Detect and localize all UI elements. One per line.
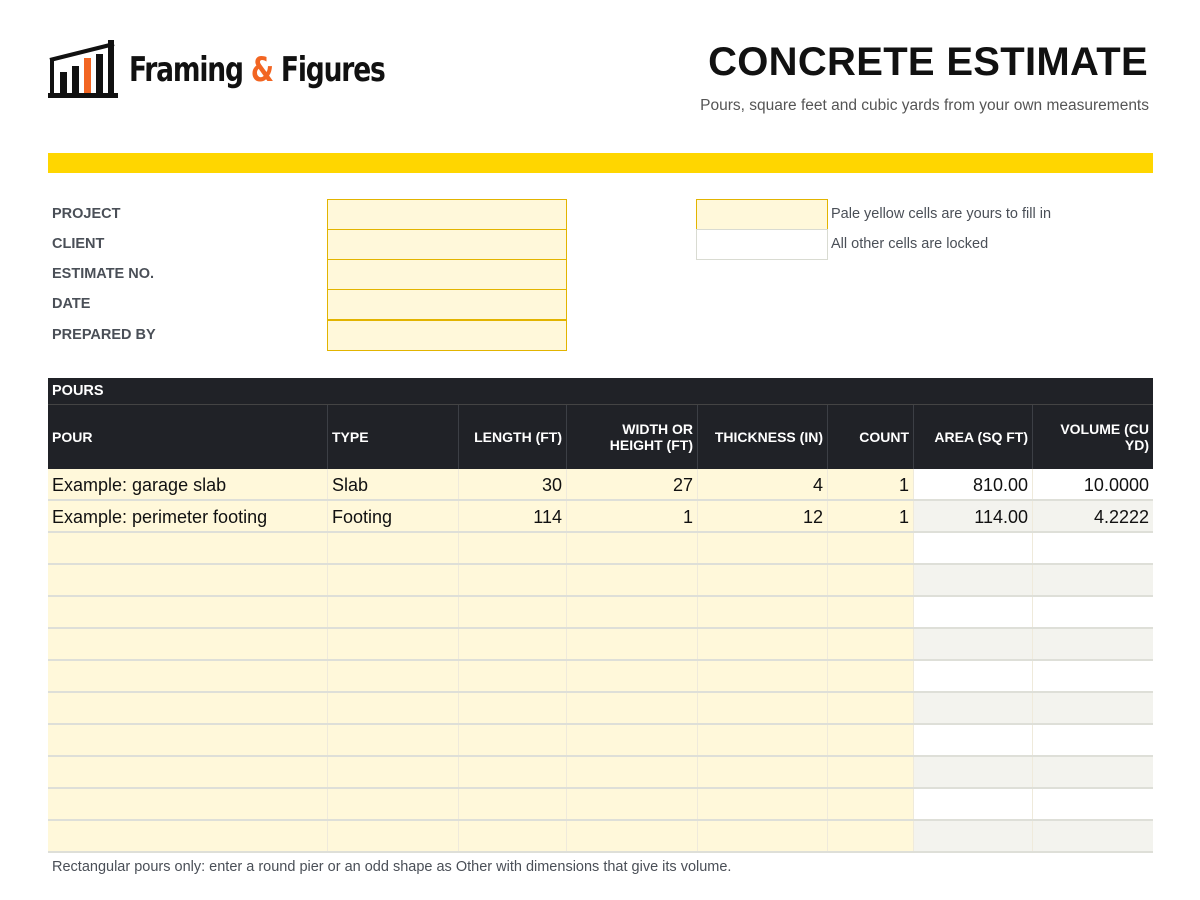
cell-volume bbox=[1033, 693, 1153, 723]
cell-volume bbox=[1033, 597, 1153, 627]
cell-thickness[interactable] bbox=[698, 661, 828, 691]
cell-length[interactable] bbox=[459, 533, 567, 563]
cell-volume bbox=[1033, 533, 1153, 563]
cell-type[interactable] bbox=[328, 597, 459, 627]
cell-area bbox=[914, 757, 1033, 787]
cell-thickness[interactable] bbox=[698, 725, 828, 755]
cell-thickness[interactable] bbox=[698, 533, 828, 563]
cell-area bbox=[914, 597, 1033, 627]
cell-area bbox=[914, 789, 1033, 819]
cell-thickness[interactable] bbox=[698, 565, 828, 595]
prepared-by-field[interactable] bbox=[327, 320, 567, 351]
cell-thickness[interactable] bbox=[698, 693, 828, 723]
project-field[interactable] bbox=[327, 199, 567, 230]
cell-type[interactable] bbox=[328, 661, 459, 691]
page-title: CONCRETE ESTIMATE bbox=[708, 40, 1148, 84]
estimate-no-field[interactable] bbox=[327, 259, 567, 290]
cell-length[interactable]: 114 bbox=[459, 501, 567, 531]
footnote: Rectangular pours only: enter a round pier or an odd shape as Other with dimensions that give its volume. bbox=[52, 859, 732, 875]
cell-width[interactable] bbox=[567, 629, 698, 659]
cell-pour[interactable]: Example: garage slab bbox=[48, 469, 328, 499]
cell-pour[interactable] bbox=[48, 661, 328, 691]
table-row bbox=[48, 629, 1153, 661]
cell-pour[interactable] bbox=[48, 821, 328, 851]
cell-pour[interactable]: Example: perimeter footing bbox=[48, 501, 328, 531]
cell-pour[interactable] bbox=[48, 629, 328, 659]
brand-name-part1: Framing bbox=[129, 50, 243, 90]
table-row bbox=[48, 757, 1153, 789]
cell-count[interactable] bbox=[828, 725, 914, 755]
cell-volume bbox=[1033, 565, 1153, 595]
date-label: DATE bbox=[52, 296, 91, 312]
cell-volume: 4.2222 bbox=[1033, 501, 1153, 531]
cell-width[interactable] bbox=[567, 725, 698, 755]
cell-type[interactable] bbox=[328, 533, 459, 563]
cell-count[interactable] bbox=[828, 693, 914, 723]
legend-locked-swatch bbox=[696, 229, 828, 260]
table-row bbox=[48, 821, 1153, 853]
table-row bbox=[48, 725, 1153, 757]
table-row bbox=[48, 469, 1153, 501]
cell-thickness[interactable]: 12 bbox=[698, 501, 828, 531]
cell-pour[interactable] bbox=[48, 693, 328, 723]
cell-area bbox=[914, 565, 1033, 595]
cell-length[interactable] bbox=[459, 693, 567, 723]
cell-length[interactable] bbox=[459, 597, 567, 627]
cell-area: 114.00 bbox=[914, 501, 1033, 531]
cell-thickness[interactable]: 4 bbox=[698, 469, 828, 499]
brand-ampersand: & bbox=[250, 50, 273, 90]
cell-type[interactable] bbox=[328, 565, 459, 595]
legend-locked-text: All other cells are locked bbox=[831, 236, 989, 252]
cell-length[interactable]: 30 bbox=[459, 469, 567, 499]
cell-volume bbox=[1033, 821, 1153, 851]
cell-width[interactable] bbox=[567, 757, 698, 787]
column-header-volume: VOLUME (CU YD) bbox=[1060, 421, 1149, 453]
client-field[interactable] bbox=[327, 229, 567, 260]
pours-rows bbox=[48, 469, 1153, 853]
column-header-pour: POUR bbox=[48, 405, 328, 469]
cell-width[interactable] bbox=[567, 821, 698, 851]
cell-area bbox=[914, 725, 1033, 755]
cell-pour[interactable] bbox=[48, 725, 328, 755]
cell-thickness[interactable] bbox=[698, 789, 828, 819]
project-label: PROJECT bbox=[52, 206, 121, 222]
cell-area bbox=[914, 821, 1033, 851]
estimate-no-label: ESTIMATE NO. bbox=[52, 266, 155, 282]
column-header-type: TYPE bbox=[328, 405, 459, 469]
cell-count[interactable] bbox=[828, 533, 914, 563]
cell-area bbox=[914, 629, 1033, 659]
cell-width[interactable] bbox=[567, 597, 698, 627]
table-row bbox=[48, 501, 1153, 533]
cell-area bbox=[914, 533, 1033, 563]
table-row bbox=[48, 597, 1153, 629]
table-row bbox=[48, 661, 1153, 693]
cell-width[interactable] bbox=[567, 533, 698, 563]
table-row bbox=[48, 693, 1153, 725]
cell-pour[interactable] bbox=[48, 565, 328, 595]
cell-width[interactable] bbox=[567, 789, 698, 819]
brand-name-part2: Figures bbox=[280, 50, 385, 90]
cell-pour[interactable] bbox=[48, 597, 328, 627]
pours-section-title: POURS bbox=[48, 378, 1153, 404]
cell-thickness[interactable] bbox=[698, 597, 828, 627]
cell-count[interactable] bbox=[828, 565, 914, 595]
pours-header-row bbox=[48, 404, 1153, 469]
cell-length[interactable] bbox=[459, 725, 567, 755]
bar-chart-logo-icon bbox=[48, 40, 118, 98]
cell-volume: 10.0000 bbox=[1033, 469, 1153, 499]
cell-pour[interactable] bbox=[48, 533, 328, 563]
column-header-width: WIDTH OR HEIGHT (FT) bbox=[567, 405, 698, 469]
cell-count[interactable] bbox=[828, 789, 914, 819]
date-field[interactable] bbox=[327, 289, 567, 320]
cell-count[interactable] bbox=[828, 661, 914, 691]
cell-volume bbox=[1033, 757, 1153, 787]
cell-thickness[interactable] bbox=[698, 757, 828, 787]
cell-length[interactable] bbox=[459, 757, 567, 787]
cell-type[interactable] bbox=[328, 629, 459, 659]
cell-width[interactable] bbox=[567, 565, 698, 595]
cell-type[interactable] bbox=[328, 821, 459, 851]
cell-length[interactable] bbox=[459, 661, 567, 691]
column-header-length: LENGTH (FT) bbox=[459, 405, 567, 469]
cell-count[interactable] bbox=[828, 629, 914, 659]
legend-editable-swatch bbox=[696, 199, 828, 230]
cell-type[interactable] bbox=[328, 789, 459, 819]
cell-pour[interactable] bbox=[48, 789, 328, 819]
cell-area: 810.00 bbox=[914, 469, 1033, 499]
client-label: CLIENT bbox=[52, 236, 105, 252]
legend-editable-text: Pale yellow cells are yours to fill in bbox=[831, 206, 1052, 222]
cell-area bbox=[914, 661, 1033, 691]
cell-length[interactable] bbox=[459, 629, 567, 659]
cell-count[interactable] bbox=[828, 821, 914, 851]
table-row bbox=[48, 789, 1153, 821]
cell-volume bbox=[1033, 629, 1153, 659]
cell-thickness[interactable] bbox=[698, 821, 828, 851]
column-header-area: AREA (SQ FT) bbox=[914, 405, 1033, 469]
brand-name bbox=[129, 50, 385, 90]
cell-thickness[interactable] bbox=[698, 629, 828, 659]
column-header-count: COUNT bbox=[828, 405, 914, 469]
page-subtitle: Pours, square feet and cubic yards from your own measurements bbox=[700, 97, 1149, 114]
cell-width[interactable] bbox=[567, 661, 698, 691]
cell-type[interactable] bbox=[328, 757, 459, 787]
cell-width[interactable]: 27 bbox=[567, 469, 698, 499]
cell-count[interactable] bbox=[828, 597, 914, 627]
column-header-thickness: THICKNESS (IN) bbox=[698, 405, 828, 469]
cell-length[interactable] bbox=[459, 789, 567, 819]
cell-type[interactable]: Slab bbox=[328, 469, 459, 499]
cell-count[interactable]: 1 bbox=[828, 469, 914, 499]
cell-area bbox=[914, 693, 1033, 723]
cell-width[interactable]: 1 bbox=[567, 501, 698, 531]
cell-pour[interactable] bbox=[48, 757, 328, 787]
table-row bbox=[48, 565, 1153, 597]
cell-count[interactable] bbox=[828, 757, 914, 787]
cell-volume bbox=[1033, 661, 1153, 691]
cell-length[interactable] bbox=[459, 565, 567, 595]
table-row bbox=[48, 533, 1153, 565]
prepared-by-label: PREPARED BY bbox=[52, 327, 156, 343]
cell-width[interactable] bbox=[567, 693, 698, 723]
cell-volume bbox=[1033, 725, 1153, 755]
cell-type[interactable]: Footing bbox=[328, 501, 459, 531]
cell-count[interactable]: 1 bbox=[828, 501, 914, 531]
cell-type[interactable] bbox=[328, 693, 459, 723]
cell-length[interactable] bbox=[459, 821, 567, 851]
cell-volume bbox=[1033, 789, 1153, 819]
pours-table bbox=[48, 378, 1153, 853]
cell-type[interactable] bbox=[328, 725, 459, 755]
accent-band bbox=[48, 153, 1153, 173]
